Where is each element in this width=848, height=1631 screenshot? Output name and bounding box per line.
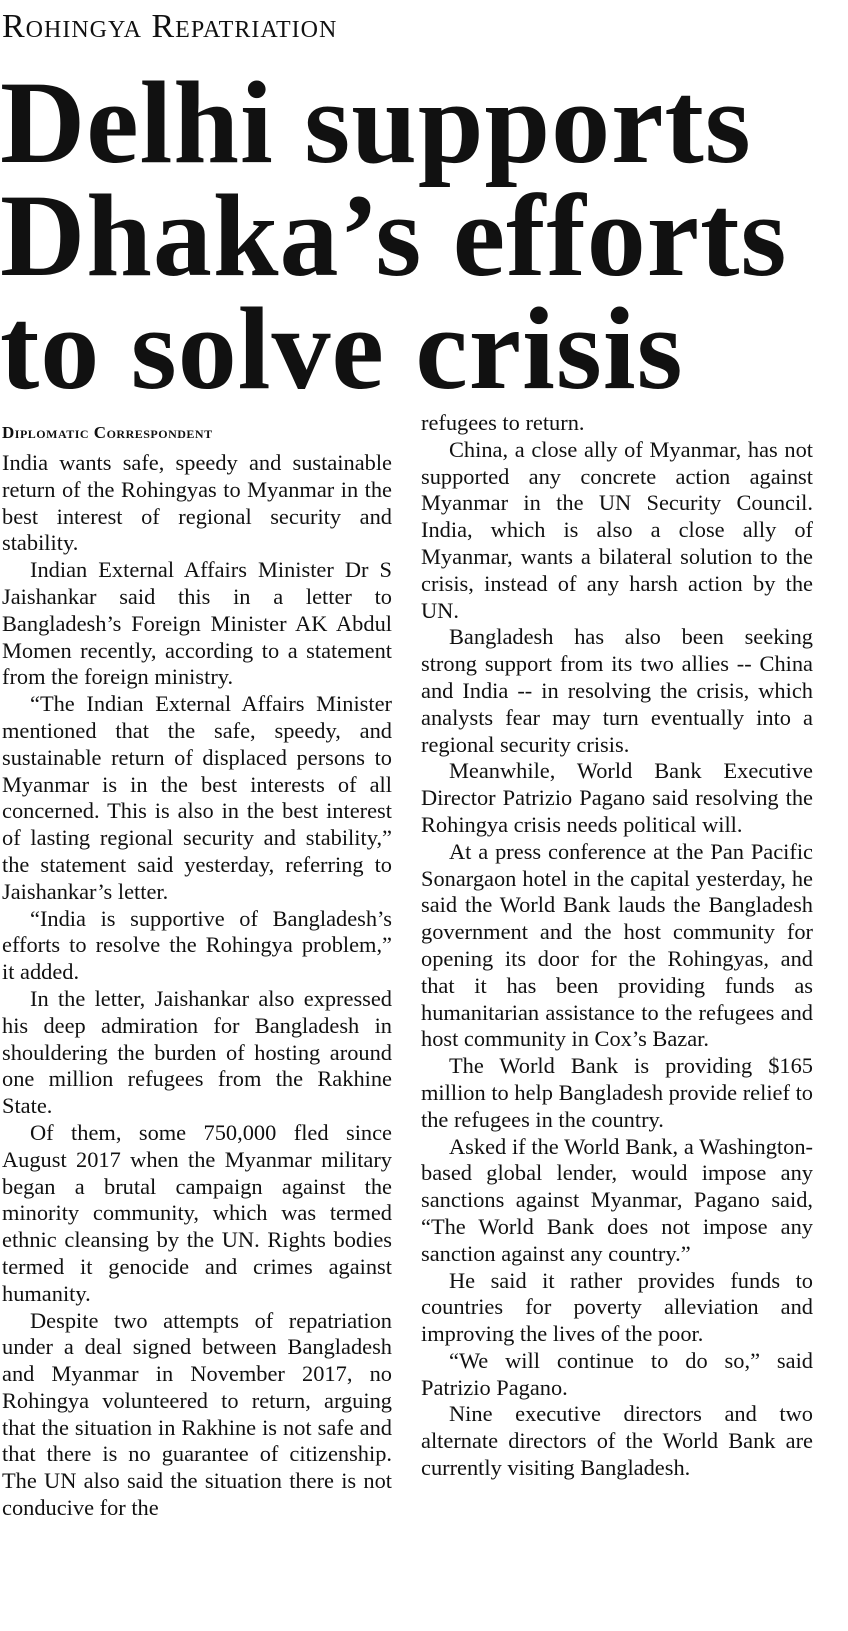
- paragraph: Of them, some 750,000 fled since August 2017 when the Myanmar military began a brutal campaign against the minority community, which was termed ethnic cleansing by the UN. Rights bodies termed it genocide and crimes against humanity.: [2, 1119, 392, 1306]
- section-kicker: Rohingya Repatriation: [2, 8, 338, 45]
- article-column-right: [421, 410, 813, 1482]
- paragraph: Bangladesh has also been seeking strong support from its two allies -- China and India -- in resolving the crisis, which analysts fear may turn eventually into a regional security crisis.: [421, 624, 813, 757]
- paragraph: “India is supportive of Bangladesh’s efforts to resolve the Rohingya problem,” it added.: [2, 905, 392, 985]
- headline-line-1: Delhi supports: [0, 57, 752, 188]
- paragraph: “The Indian External Affairs Minister mentioned that the safe, speedy, and sustainable return of displaced persons to Myanmar is in the best interests of all concerned. This is also in the best interest of lasting regional security and stability,” the statement said yesterday, referring to Jaishankar’s letter.: [2, 691, 392, 904]
- paragraph: China, a close ally of Myanmar, has not supported any concrete action against Myanmar in the UN Security Council. India, which is also a close ally of Myanmar, wants a bilateral solution to the crisis, instead of any harsh action by the UN.: [421, 436, 813, 623]
- paragraph-continuation: refugees to return.: [421, 410, 585, 435]
- paragraph: Asked if the World Bank, a Washington-based global lender, would impose any sanctions against Myanmar, Pagano said, “The World Bank does not impose any sanction against any country.”: [421, 1133, 813, 1266]
- paragraph: In the letter, Jaishankar also expressed his deep admiration for Bangladesh in shouldering the burden of hosting around one million refugees from the Rakhine State.: [2, 985, 392, 1119]
- paragraph: Meanwhile, World Bank Executive Director Patrizio Pagano said resolving the Rohingya crisis needs political will.: [421, 758, 813, 837]
- article-column-left: [2, 450, 392, 1522]
- paragraph: “We will continue to do so,” said Patrizio Pagano.: [421, 1347, 813, 1400]
- paragraph: Despite two attempts of repatriation under a deal signed between Bangladesh and Myanmar in November 2017, no Rohingya volunteered to return, arguing that the situation in Rakhine is not safe and that there is no guarantee of citizenship. The UN also said the situation there is not conducive for the: [2, 1307, 392, 1521]
- headline: [0, 57, 840, 414]
- paragraph: The World Bank is providing $165 million to help Bangladesh provide relief to the refugees in the country.: [421, 1053, 813, 1132]
- paragraph: He said it rather provides funds to countries for poverty alleviation and improving the lives of the poor.: [421, 1267, 813, 1347]
- paragraph: Nine executive directors and two alternate directors of the World Bank are currently visiting Bangladesh.: [421, 1401, 813, 1481]
- byline: Diplomatic Correspondent: [2, 423, 213, 442]
- headline-line-2: Dhaka’s efforts: [0, 170, 788, 301]
- headline-line-3: to solve crisis: [0, 283, 684, 414]
- paragraph: At a press conference at the Pan Pacific Sonargaon hotel in the capital yesterday, he said the World Bank lauds the Bangladesh government and the host community for opening its door for the Rohingyas, and that it has been providing funds as humanitarian assistance to the refugees and host community in Cox’s Bazar.: [421, 838, 813, 1052]
- paragraph: Indian External Affairs Minister Dr S Jaishankar said this in a letter to Bangladesh’s Foreign Minister AK Abdul Momen recently, according to a statement from the foreign ministry.: [2, 557, 392, 690]
- paragraph: India wants safe, speedy and sustainable return of the Rohingyas to Myanmar in the best interest of regional security and stability.: [2, 450, 392, 556]
